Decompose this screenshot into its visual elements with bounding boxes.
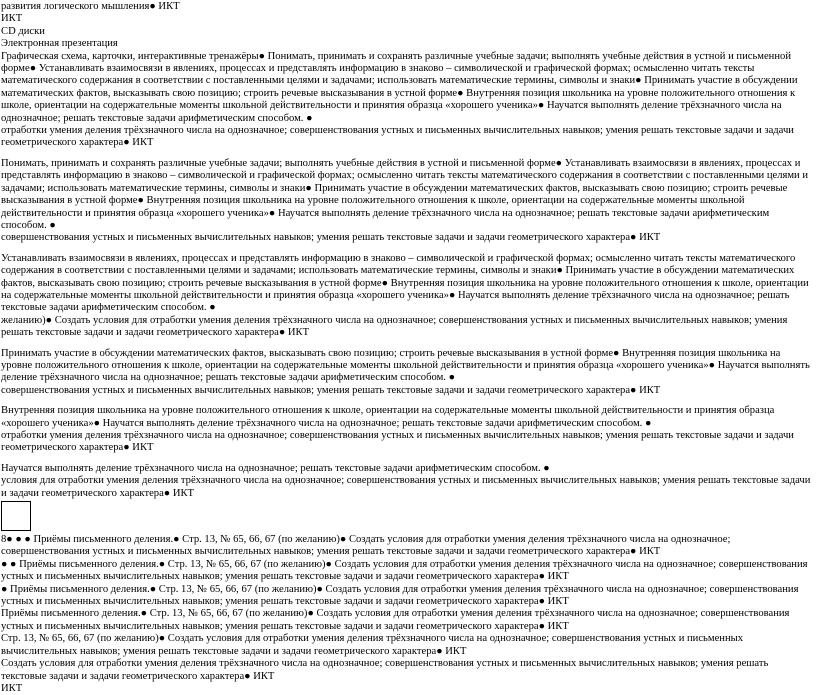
text-paragraph: Стр. 13, № 65, 66, 67 (по желанию)● Создать условия для отработки умения деления трёхзначного числа на однозначное; совершенствования устных и письменных вычислительных навыков; умения решать текстовые задачи и задачи геометрического характера● ИКТ	[1, 633, 744, 657]
text-paragraph: ● Приёмы письменного деления.● Стр. 13, № 65, 66, 67 (по желанию)● Создать условия для отработки умения деления трёхзначного числа на однозначное; совершенствования устных и письменных вычислительных навыков; умения решать текстовые задачи и задачи геометрического характера● ИКТ	[1, 583, 799, 608]
text-line: ИКТ	[1, 682, 23, 694]
text-paragraph: Приёмы письменного деления.● Стр. 13, № 65, 66, 67 (по желанию)● Создать условия для отработки умения деления трёхзначного числа на однозначное; совершенствования устных и письменных вычислительных навыков; умения решать текстовые задачи и задачи геометрического характера● ИКТ	[1, 608, 790, 632]
paragraph-gap	[1, 397, 812, 405]
paragraph-gap	[1, 455, 812, 463]
text-paragraph: ● ● Приёмы письменного деления.● Стр. 13, № 65, 66, 67 (по желанию)● Создать условия для отработки умения деления трёхзначного числа на однозначное; совершенствования устных и письменных вычислительных навыков; умения решать текстовые задачи и задачи геометрического характера● ИКТ	[1, 558, 808, 583]
empty-table-cell	[1, 501, 31, 531]
paragraph-gap	[1, 340, 812, 348]
text-paragraph: совершенствования устных и письменных вычислительных навыков; умения решать текстовые задачи и задачи геометрического характера● ИКТ	[1, 232, 661, 244]
text-paragraph: Понимать, принимать и сохранять различные учебные задачи; выполнять учебные действия в устной и письменной форме● Устанавливать взаимосвязи в явлениях, процессах и представлять информацию в знаково – символической и графической формах; осмысленно читать тексты математического содержания в соответствии с поставленными целями и задачами; использовать математические термины, символы и знаки● Принимать участие в обсуждении математических фактов, высказывать свою позицию; строить речевые высказывания в устной форме● Внутренняя позиция школьника на уровне положительного отношения к школе, ориентации на содержательные моменты школьной действительности и принятия образца «хорошего ученика»● Научатся выполнять деление трёхзначного числа на однозначное; решать текстовые задачи арифметическим способом. ●	[1, 157, 809, 231]
text-line: развития логического мышления● ИКТ	[1, 1, 180, 12]
text-paragraph: отработки умения деления трёхзначного числа на однозначное; совершенствования устных и письменных вычислительных навыков; умения решать текстовые задачи и задачи геометрического характера● ИКТ	[1, 430, 794, 454]
text-paragraph: Создать условия для отработки умения деления трёхзначного числа на однозначное; совершенствования устных и письменных вычислительных навыков; умения решать текстовые задачи и задачи геометрического характера● ИКТ	[1, 658, 769, 682]
text-line: ИКТ	[1, 13, 23, 25]
text-paragraph: Внутренняя позиция школьника на уровне положительного отношения к школе, ориентации на содержательные моменты школьной действительности и принятия образца «хорошего ученика»● Научатся выполнять деление трёхзначного числа на однозначное; решать текстовые задачи арифметическим способом. ●	[1, 405, 775, 429]
text-paragraph: условия для отработки умения деления трёхзначного числа на однозначное; совершенствования устных и письменных вычислительных навыков; умения решать текстовые задачи и задачи геометрического характера● ИКТ	[1, 475, 811, 499]
text-paragraph: желанию)● Создать условия для отработки умения деления трёхзначного числа на однозначное; совершенствования устных и письменных вычислительных навыков; умения решать текстовые задачи и задачи геометрического характера● ИКТ	[1, 314, 788, 339]
text-paragraph: совершенствования устных и письменных вычислительных навыков; умения решать текстовые задачи и задачи геометрического характера● ИКТ	[1, 384, 661, 396]
text-paragraph: Графическая схема, карточки, интерактивные тренажёры● Понимать, принимать и сохранять различные учебные задачи; выполнять учебные действия в устной и письменной форме● Устанавливать взаимосвязи в явлениях, процессах и представлять информацию в знаково – символической и графической формах; осмысленно читать тексты математического содержания в соответствии с поставленными целями и задачами; использовать математические термины, символы и знаки● Принимать участие в обсуждении математических фактов, высказывать свою позицию; строить речевые высказывания в устной форме● Внутренняя позиция школьника на уровне положительного отношения к школе, ориентации на содержательные моменты школьной действительности и принятия образца «хорошего ученика»● Научатся выполнять деление трёхзначного числа на однозначное; решать текстовые задачи арифметическим способом. ●	[1, 50, 798, 124]
text-paragraph: Научатся выполнять деление трёхзначного числа на однозначное; решать текстовые задачи арифметическим способом. ●	[1, 462, 550, 474]
text-paragraph: 8● ● ● Приёмы письменного деления.● Стр. 13, № 65, 66, 67 (по желанию)● Создать условия для отработки умения деления трёхзначного числа на однозначное; совершенствования устных и письменных вычислительных навыков; умения решать текстовые задачи и задачи геометрического характера● ИКТ	[1, 534, 731, 558]
paragraph-gap	[1, 245, 812, 253]
paragraph-gap	[1, 150, 812, 158]
text-line: CD диски	[1, 25, 45, 37]
text-line: Электронная презентация	[1, 38, 118, 50]
text-paragraph: отработки умения деления трёхзначного числа на однозначное; совершенствования устных и письменных вычислительных навыков; умения решать текстовые задачи и задачи геометрического характера● ИКТ	[1, 125, 794, 149]
text-paragraph: Принимать участие в обсуждении математических фактов, высказывать свою позицию; строить речевые высказывания в устной форме● Внутренняя позиция школьника на уровне положительного отношения к школе, ориентации на содержательные моменты школьной действительности и принятия образца «хорошего ученика»● Научатся выполнять деление трёхзначного числа на однозначное; решать текстовые задачи арифметическим способом. ●	[1, 347, 810, 384]
text-paragraph: Устанавливать взаимосвязи в явлениях, процессах и представлять информацию в знаково – символической и графической формах; осмысленно читать тексты математического содержания в соответствии с поставленными целями и задачами; использовать математические термины, символы и знаки● Принимать участие в обсуждении математических фактов, высказывать свою позицию; строить речевые высказывания в устной форме● Внутренняя позиция школьника на уровне положительного отношения к школе, ориентации на содержательные моменты школьной действительности и принятия образца «хорошего ученика»● Научатся выполнять деление трёхзначного числа на однозначное; решать текстовые задачи арифметическим способом. ●	[1, 252, 809, 314]
